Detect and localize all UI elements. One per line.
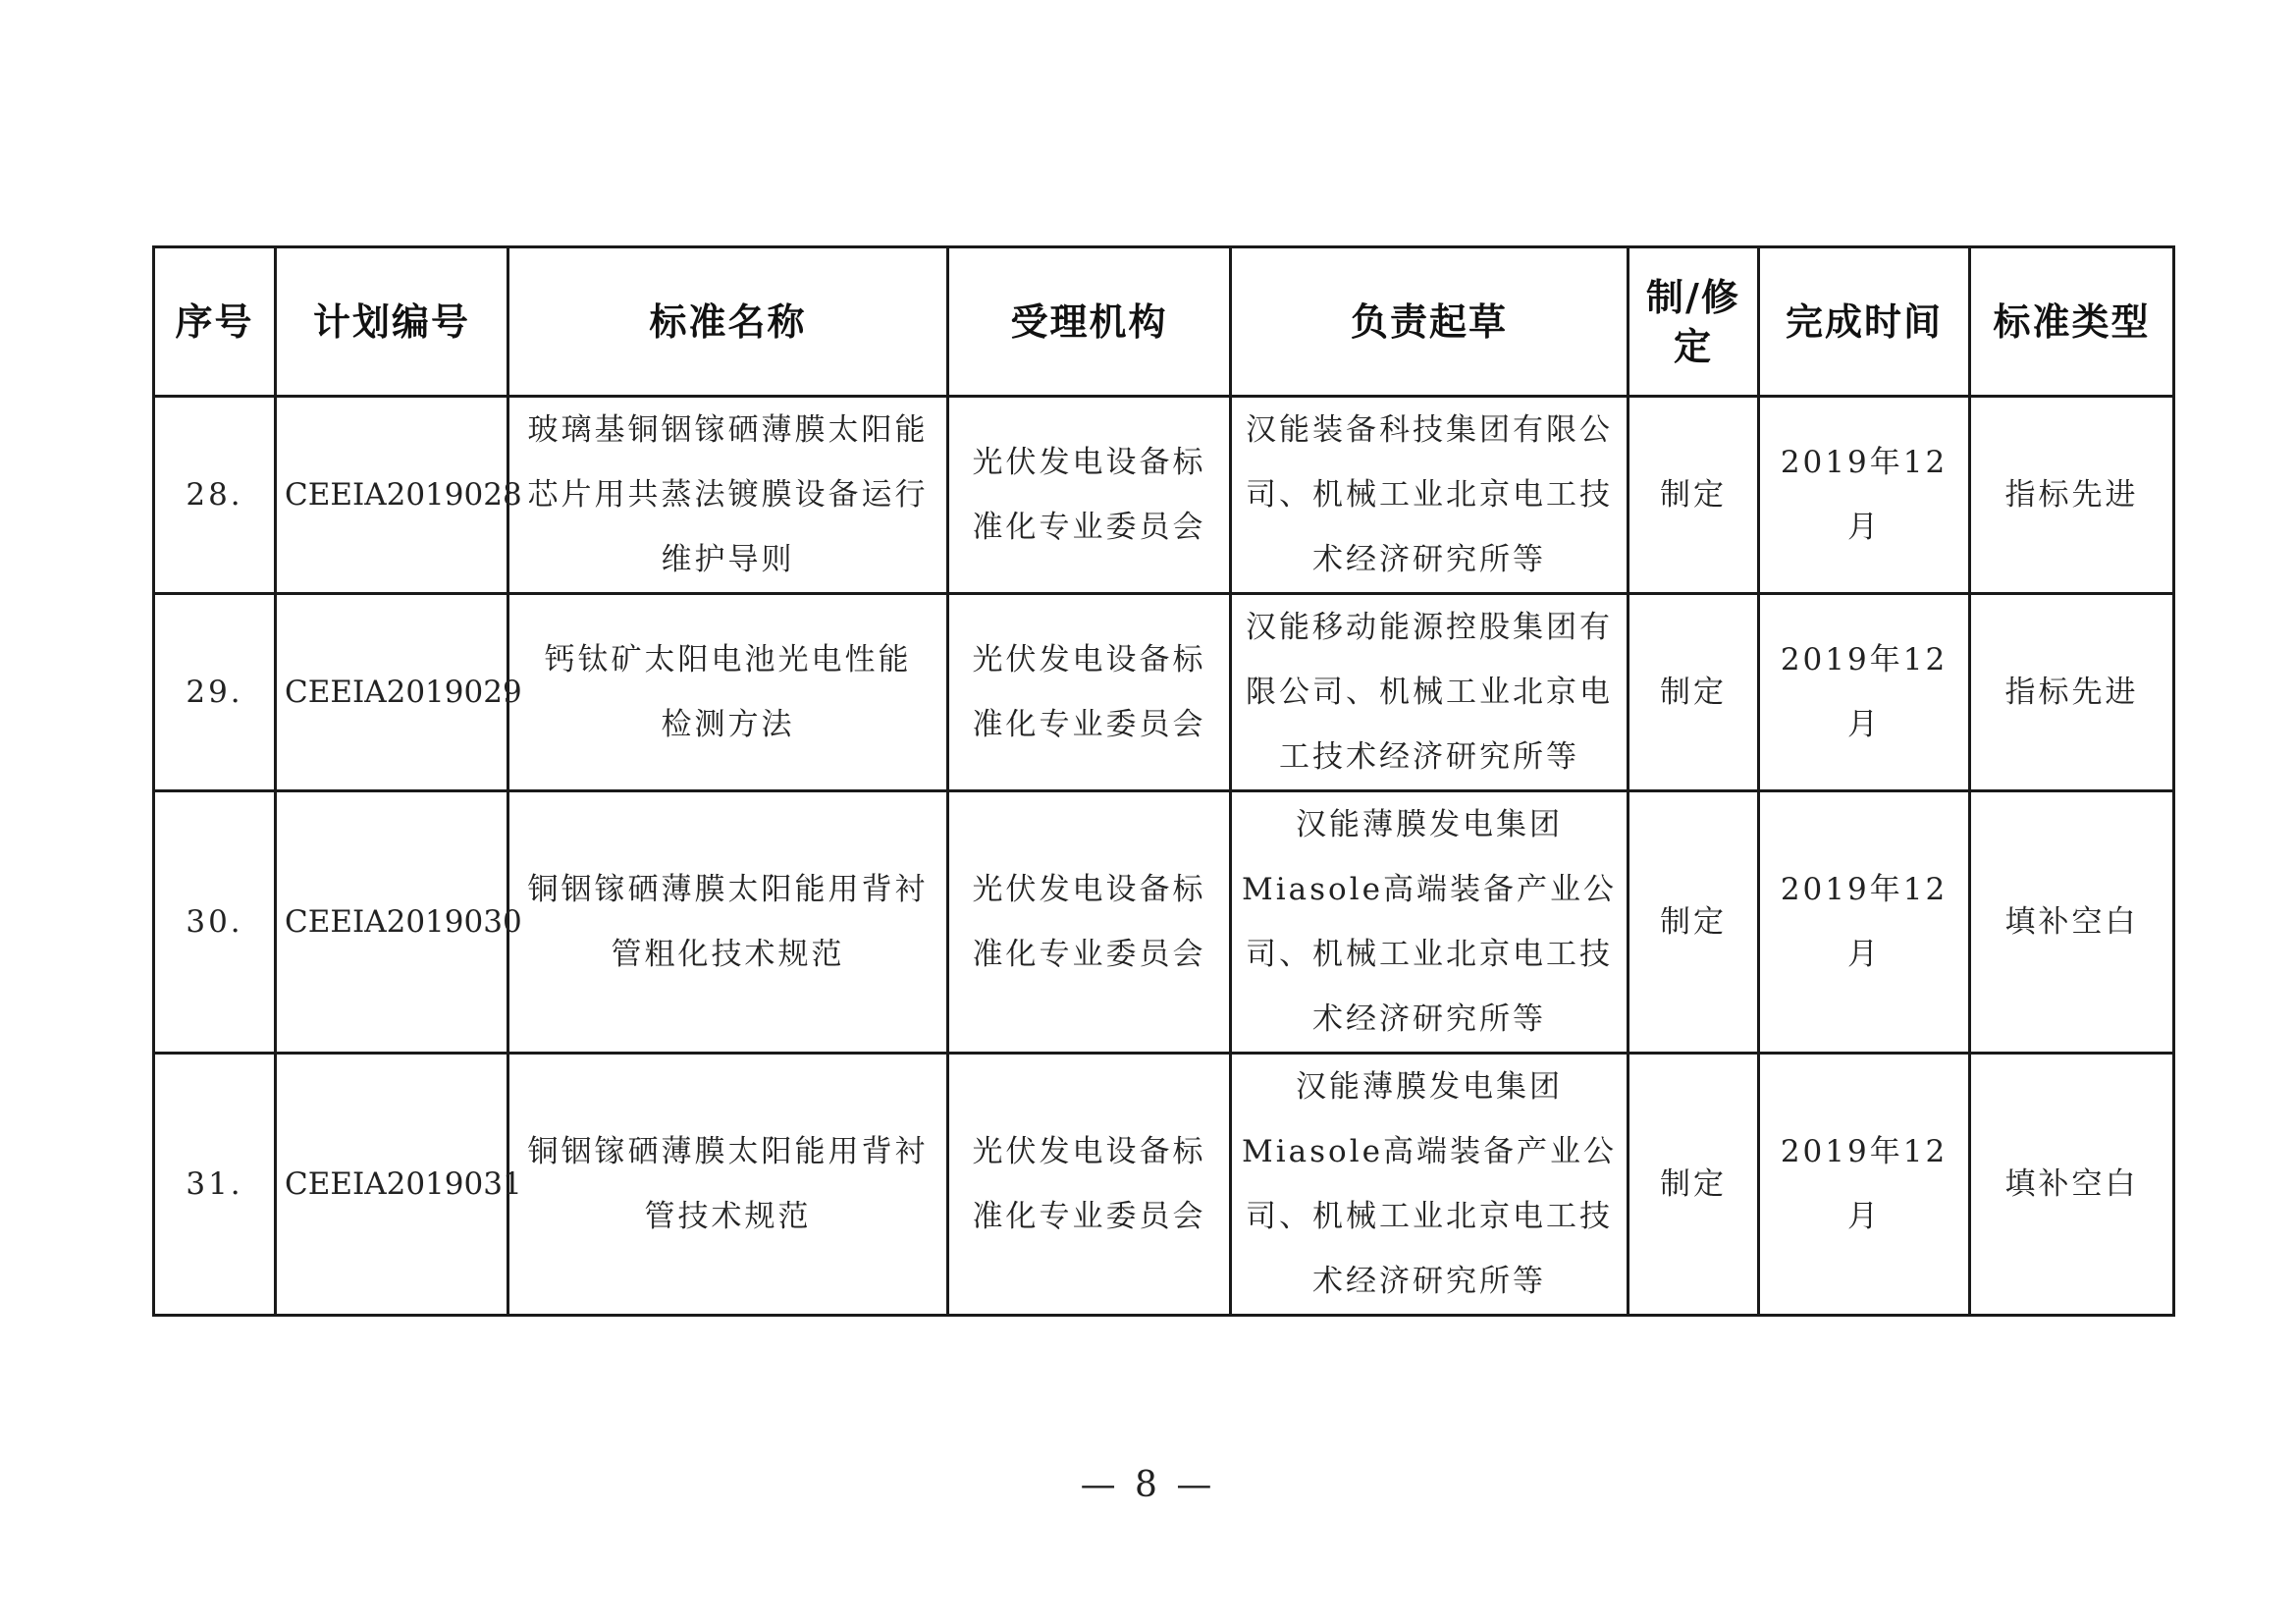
cell-category: 填补空白 [1970, 791, 2174, 1054]
header-index: 序号 [154, 247, 276, 397]
cell-index: 31. [154, 1054, 276, 1316]
cell-type-change: 制定 [1629, 791, 1759, 1054]
cell-plan-code: CEEIA2019028 [276, 397, 508, 594]
cell-plan-code: CEEIA2019029 [276, 594, 508, 791]
table-row [154, 1054, 2174, 1316]
cell-category: 指标先进 [1970, 594, 2174, 791]
header-standard-name: 标准名称 [508, 247, 948, 397]
cell-agency: 光伏发电设备标 准化专业委员会 [948, 594, 1231, 791]
cell-deadline: 2019年12月 [1759, 397, 1970, 594]
cell-drafter: 汉能薄膜发电集团 Miasole高端装备产业公 司、机械工业北京电工技 术经济研究所等 [1231, 791, 1629, 1054]
header-deadline: 完成时间 [1759, 247, 1970, 397]
cell-drafter: 汉能装备科技集团有限公 司、机械工业北京电工技 术经济研究所等 [1231, 397, 1629, 594]
table-row [154, 791, 2174, 1054]
table-row [154, 594, 2174, 791]
cell-index: 30. [154, 791, 276, 1054]
cell-agency: 光伏发电设备标 准化专业委员会 [948, 1054, 1231, 1316]
header-drafter: 负责起草 [1231, 247, 1629, 397]
cell-drafter: 汉能移动能源控股集团有 限公司、机械工业北京电 工技术经济研究所等 [1231, 594, 1629, 791]
cell-standard-name: 铜铟镓硒薄膜太阳能用背衬 管技术规范 [508, 1054, 948, 1316]
cell-category: 指标先进 [1970, 397, 2174, 594]
cell-index: 29. [154, 594, 276, 791]
cell-category: 填补空白 [1970, 1054, 2174, 1316]
cell-agency: 光伏发电设备标 准化专业委员会 [948, 791, 1231, 1054]
cell-drafter: 汉能薄膜发电集团 Miasole高端装备产业公 司、机械工业北京电工技 术经济研究所等 [1231, 1054, 1629, 1316]
cell-deadline: 2019年12月 [1759, 791, 1970, 1054]
table-header-row [154, 247, 2174, 397]
cell-deadline: 2019年12月 [1759, 1054, 1970, 1316]
cell-type-change: 制定 [1629, 397, 1759, 594]
cell-standard-name: 玻璃基铜铟镓硒薄膜太阳能 芯片用共蒸法镀膜设备运行 维护导则 [508, 397, 948, 594]
cell-standard-name: 钙钛矿太阳电池光电性能 检测方法 [508, 594, 948, 791]
header-category: 标准类型 [1970, 247, 2174, 397]
header-plan-code: 计划编号 [276, 247, 508, 397]
cell-type-change: 制定 [1629, 594, 1759, 791]
cell-plan-code: CEEIA2019031 [276, 1054, 508, 1316]
cell-type-change: 制定 [1629, 1054, 1759, 1316]
cell-deadline: 2019年12月 [1759, 594, 1970, 791]
cell-agency: 光伏发电设备标 准化专业委员会 [948, 397, 1231, 594]
standards-table [152, 245, 2175, 1317]
cell-plan-code: CEEIA2019030 [276, 791, 508, 1054]
cell-standard-name: 铜铟镓硒薄膜太阳能用背衬 管粗化技术规范 [508, 791, 948, 1054]
table-row [154, 397, 2174, 594]
header-agency: 受理机构 [948, 247, 1231, 397]
header-type-change: 制/修 定 [1629, 247, 1759, 397]
page-number: — 8 — [1080, 1465, 1216, 1505]
cell-index: 28. [154, 397, 276, 594]
